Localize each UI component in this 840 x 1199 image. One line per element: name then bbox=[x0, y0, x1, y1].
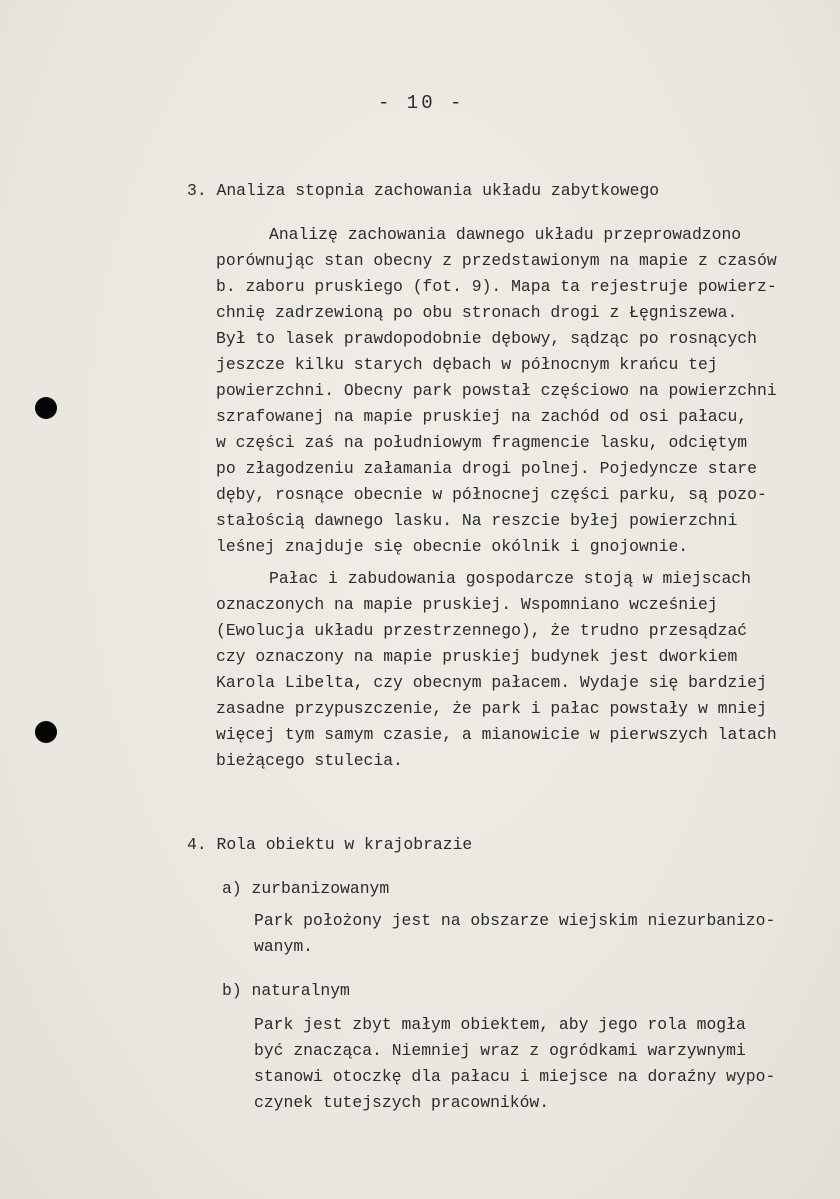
text-line: oznaczonych na mapie pruskiej. Wspomniano wcześniej bbox=[216, 595, 718, 614]
text-line: stanowi otoczkę dla pałacu i miejsce na doraźny wypo- bbox=[254, 1067, 776, 1086]
text-line: szrafowanej na mapie pruskiej na zachód od osi pałacu, bbox=[216, 407, 748, 426]
text-line: bieżącego stulecia. bbox=[216, 751, 403, 770]
text-line: po złagodzeniu załamania drogi polnej. Pojedyncze stare bbox=[216, 459, 757, 478]
text-line: wanym. bbox=[254, 937, 314, 956]
section-4-heading: 4. Rola obiektu w krajobrazie bbox=[187, 835, 473, 854]
text-line: porównując stan obecny z przedstawionym na mapie z czasów bbox=[216, 251, 777, 270]
page-number: - 10 - bbox=[378, 92, 465, 114]
text-line: stałością dawnego lasku. Na reszcie byłej powierzchni bbox=[216, 511, 738, 530]
text-line: powierzchni. Obecny park powstał częściowo na powierzchni bbox=[216, 381, 777, 400]
text-line: Pałac i zabudowania gospodarcze stoją w miejscach bbox=[269, 569, 751, 588]
text-line: dęby, rosnące obecnie w północnej części parku, są pozo- bbox=[216, 485, 767, 504]
subsection-b-label: b) naturalnym bbox=[222, 981, 350, 1000]
text-line: chnię zadrzewioną po obu stronach drogi z Łęgniszewa. bbox=[216, 303, 738, 322]
text-line: Park położony jest na obszarze wiejskim niezurbanizo- bbox=[254, 911, 776, 930]
text-line: czy oznaczony na mapie pruskiej budynek jest dworkiem bbox=[216, 647, 738, 666]
text-line: b. zaboru pruskiego (fot. 9). Mapa ta rejestruje powierz- bbox=[216, 277, 777, 296]
text-line: Był to lasek prawdopodobnie dębowy, sądząc po rosnących bbox=[216, 329, 757, 348]
text-line: leśnej znajduje się obecnie okólnik i gnojownie. bbox=[216, 537, 689, 556]
punch-hole-upper bbox=[35, 397, 57, 419]
text-line: Park jest zbyt małym obiektem, aby jego rola mogła bbox=[254, 1015, 746, 1034]
punch-hole-lower bbox=[35, 721, 57, 743]
text-line: zasadne przypuszczenie, że park i pałac powstały w mniej bbox=[216, 699, 767, 718]
section-3-heading: 3. Analiza stopnia zachowania układu zabytkowego bbox=[187, 181, 660, 200]
text-line: więcej tym samym czasie, a mianowicie w pierwszych latach bbox=[216, 725, 777, 744]
text-line: Karola Libelta, czy obecnym pałacem. Wydaje się bardziej bbox=[216, 673, 767, 692]
text-line: (Ewolucja układu przestrzennego), że trudno przesądzać bbox=[216, 621, 748, 640]
text-line: Analizę zachowania dawnego układu przeprowadzono bbox=[269, 225, 742, 244]
subsection-a-label: a) zurbanizowanym bbox=[222, 879, 390, 898]
text-line: w części zaś na południowym fragmencie lasku, odciętym bbox=[216, 433, 748, 452]
text-line: czynek tutejszych pracowników. bbox=[254, 1093, 550, 1112]
text-line: być znacząca. Niemniej wraz z ogródkami warzywnymi bbox=[254, 1041, 746, 1060]
text-line: jeszcze kilku starych dębach w północnym krańcu tej bbox=[216, 355, 718, 374]
